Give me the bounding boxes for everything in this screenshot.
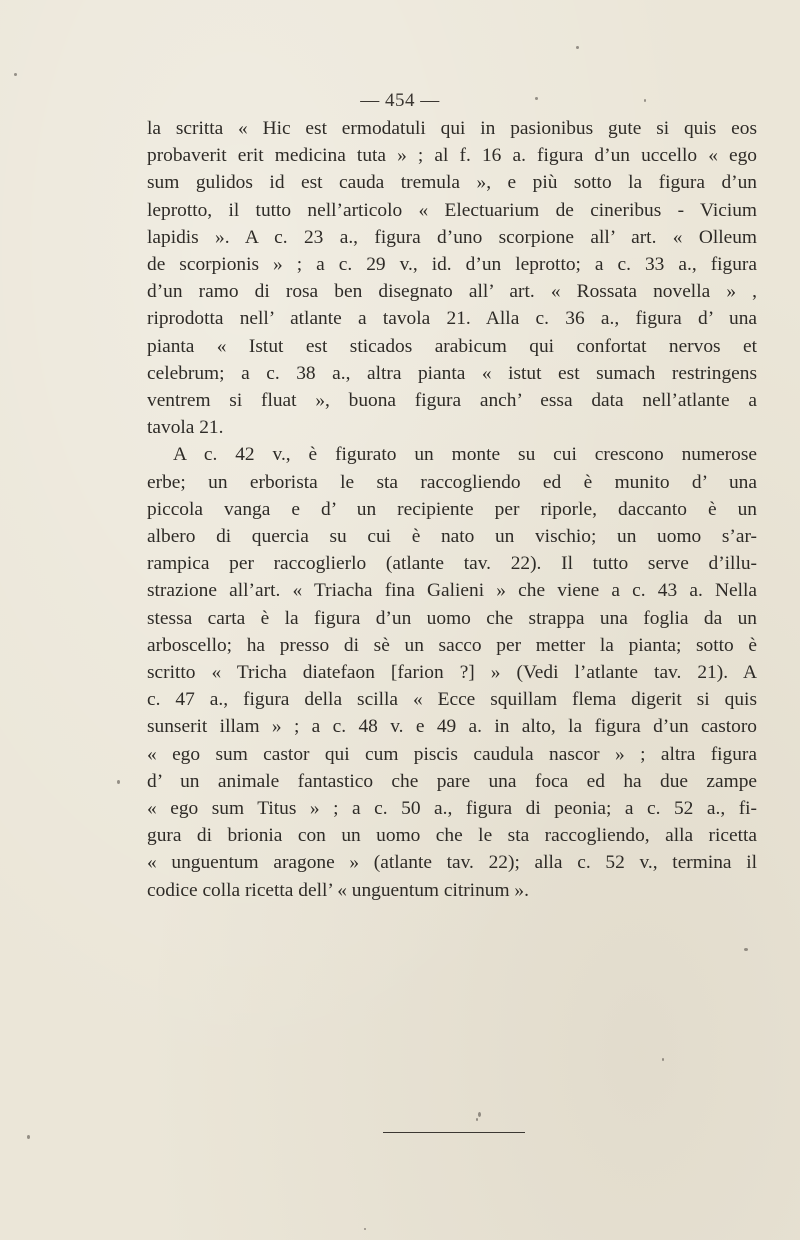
text-line: c. 47 a., figura della scilla « Ecce squillam flema digerit si quis xyxy=(147,689,757,711)
text-line: stessa carta è la figura d’un uomo che strappa una foglia da un xyxy=(147,607,757,629)
text-line: scritto « Tricha diatefaon [farion ?] » (Vedi l’atlante tav. 21). A xyxy=(147,662,757,684)
paper-speck xyxy=(662,1058,664,1061)
text-line: la scritta « Hic est ermodatuli qui in pasionibus gute si quis eos xyxy=(147,118,757,139)
text-line: « unguentum aragone » (atlante tav. 22); alla c. 52 v., termina il xyxy=(147,852,757,874)
text-line: codice colla ricetta dell’ « unguentum citrinum ». xyxy=(147,879,529,901)
text-line: « ego sum Titus » ; a c. 50 a., figura di peonia; a c. 52 a., fi- xyxy=(147,798,757,820)
text-line: ventrem si fluat », buona figura anch’ essa data nell’atlante a xyxy=(147,390,757,412)
text-line: riprodotta nell’ atlante a tavola 21. Alla c. 36 a., figura d’ una xyxy=(147,308,757,330)
text-line: lapidis ». A c. 23 a., figura d’uno scorpione all’ art. « Olleum xyxy=(147,226,757,248)
text-line: sum gulidos id est cauda tremula », e più sotto la figura d’un xyxy=(147,172,757,194)
paper-speck xyxy=(535,97,538,100)
text-line: celebrum; a c. 38 a., altra pianta « istut est sumach restringens xyxy=(147,362,757,384)
text-line: tavola 21. xyxy=(147,417,224,439)
text-line: d’ un animale fantastico che pare una foca ed ha due zampe xyxy=(147,770,757,792)
paper-speck xyxy=(744,948,748,951)
body-text xyxy=(147,115,757,904)
paper-speck xyxy=(576,46,579,49)
text-line: sunserit illam » ; a c. 48 v. e 49 a. in alto, la figura d’un castoro xyxy=(147,716,757,738)
end-rule xyxy=(383,1132,525,1133)
text-line: de scorpionis » ; a c. 29 v., id. d’un leprotto; a c. 33 a., figura xyxy=(147,254,757,276)
text-line: strazione all’art. « Triacha fina Galieni » che viene a c. 43 a. Nella xyxy=(147,580,757,602)
text-line: albero di quercia su cui è nato un vischio; un uomo s’ar- xyxy=(147,526,757,548)
text-line: gura di brionia con un uomo che le sta raccogliendo, alla ricetta xyxy=(147,825,757,847)
paper-speck xyxy=(27,1135,30,1139)
paper-speck xyxy=(117,780,120,784)
paper-speck xyxy=(478,1112,481,1117)
paper-speck xyxy=(14,73,17,76)
text-line: « ego sum castor qui cum piscis caudula nascor » ; altra figura xyxy=(147,743,757,765)
paper-speck xyxy=(476,1118,478,1121)
text-line: A c. 42 v., è figurato un monte su cui crescono numerose xyxy=(173,444,757,466)
page-number: — 454 — xyxy=(360,90,440,111)
text-line: arboscello; ha presso di sè un sacco per metter la pianta; sotto è xyxy=(147,634,757,656)
paper-speck xyxy=(364,1228,366,1230)
text-line: d’un ramo di rosa ben disegnato all’ art. « Rossata novella » , xyxy=(147,281,757,303)
text-line: piccola vanga e d’ un recipiente per riporle, daccanto è un xyxy=(147,498,757,520)
text-line: pianta « Istut est sticados arabicum qui confortat nervos et xyxy=(147,335,757,357)
text-line: leprotto, il tutto nell’articolo « Electuarium de cineribus - Vicium xyxy=(147,199,757,221)
text-line: probaverit erit medicina tuta » ; al f. 16 a. figura d’un uccello « ego xyxy=(147,145,757,167)
text-line: erbe; un erborista le sta raccogliendo ed è munito d’ una xyxy=(147,471,757,493)
paper-speck xyxy=(644,99,646,102)
text-line: rampica per raccoglierlo (atlante tav. 22). Il tutto serve d’illu- xyxy=(147,553,757,575)
